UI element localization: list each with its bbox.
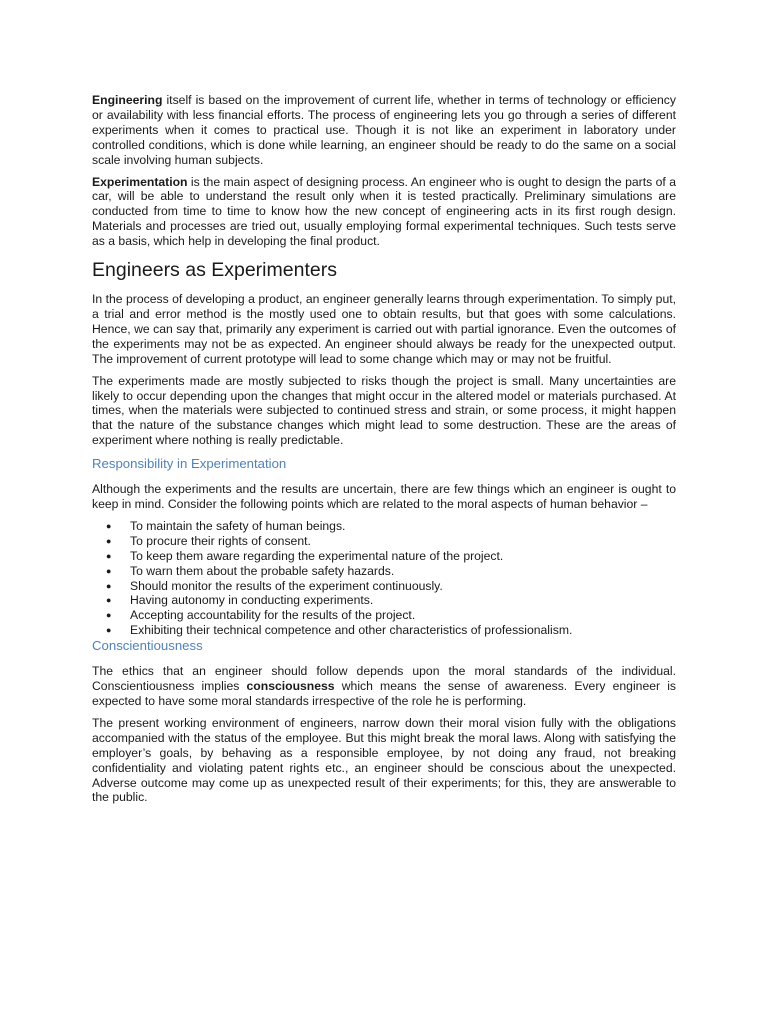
section3-paragraph-1-lead: The ethics that an engineer should follow depends upon the moral standards of the individual. Conscientiousness implies xyxy=(92,664,676,694)
responsibility-list xyxy=(92,519,676,638)
list-item-text: To maintain the safety of human beings. xyxy=(130,518,346,533)
section3-paragraph-1-tail: which means the sense of awareness. Every engineer is expected to have some moral standards irrespective of the role he is performing. xyxy=(92,679,677,708)
list-item-text: To keep them aware regarding the experimental nature of the project. xyxy=(130,548,504,563)
section-heading-engineers-as-experimenters: Engineers as Experimenters xyxy=(92,259,337,282)
term-consciousness: consciousness xyxy=(246,679,335,694)
section2-paragraph-1: Although the experiments and the results are uncertain, there are few things which an engineer is ought to keep in mind. Consider the following points which are related to the moral aspects of human behavior – xyxy=(92,482,676,512)
list-item-text: Exhibiting their technical competence and other characteristics of professionalism. xyxy=(130,623,573,638)
bullet-icon: ● xyxy=(106,610,112,621)
bullet-icon: ● xyxy=(106,535,112,546)
list-item xyxy=(106,533,676,549)
list-item-text: To warn them about the probable safety hazards. xyxy=(130,563,395,578)
subheading-responsibility: Responsibility in Experimentation xyxy=(92,456,287,472)
list-item xyxy=(106,578,676,594)
list-item xyxy=(106,623,676,638)
list-item-text: Having autonomy in conducting experiments. xyxy=(130,593,374,608)
section1-paragraph-2: The experiments made are mostly subjected to risks though the project is small. Many uncertainties are likely to occur depending upon the changes that might occur in the altered model or materials purchased. At times, when the materials were subjected to continued stress and strain, or some process, it might happen that the nature of the substance changes which might lead to some destruction. These are the areas of experiment where nothing is really predictable. xyxy=(92,373,676,448)
section3-paragraph-1 xyxy=(92,664,676,709)
intro-paragraph-experimentation xyxy=(92,175,676,250)
bullet-icon: ● xyxy=(106,565,112,576)
intro-paragraph-experimentation-text: is the main aspect of designing process. An engineer who is ought to design the parts of a car, will be able to understand the result only when it is tested practically. Preliminary simulations are conducted from time to time to know how the new concept of engineering acts in its first rough design. Materials and processes are tried out, usually employing formal experimental techniques. Such tests serve as a basis, which help in developing the final product. xyxy=(92,174,676,249)
bullet-icon: ● xyxy=(106,625,112,636)
intro-paragraph-engineering-text: itself is based on the improvement of current life, whether in terms of technology or efficiency or availability with less financial efforts. The process of engineering lets you go through a series of different experiments when it comes to practical use. Though it is not like an experiment in laboratory under controlled conditions, which is done while learning, an engineer should be ready to do the same on a social scale involving human subjects. xyxy=(92,93,676,167)
list-item-text: Should monitor the results of the experiment continuously. xyxy=(130,578,443,593)
list-item-text: Accepting accountability for the results of the project. xyxy=(130,608,416,623)
term-experimentation: Experimentation xyxy=(92,174,188,189)
intro-paragraph-engineering xyxy=(92,93,676,168)
bullet-icon: ● xyxy=(106,580,112,591)
list-item xyxy=(106,563,676,579)
bullet-icon: ● xyxy=(106,520,112,531)
list-item-text: To procure their rights of consent. xyxy=(130,533,311,548)
term-engineering: Engineering xyxy=(92,93,163,107)
list-item xyxy=(106,608,676,623)
subheading-conscientiousness: Conscientiousness xyxy=(92,638,203,654)
list-item xyxy=(106,548,676,564)
bullet-icon: ● xyxy=(106,595,112,606)
bullet-icon: ● xyxy=(106,550,112,561)
list-item xyxy=(106,593,676,608)
list-item xyxy=(106,518,676,534)
section1-paragraph-1: In the process of developing a product, an engineer generally learns through experimentation. To simply put, a trial and error method is the mostly used one to obtain results, but that goes with some calculations. Hence, we can say that, primarily any experiment is carried out with partial ignorance. Even the outcomes of the experiments may not be as expected. An engineer should always be ready for the unexpected output. The improvement of current prototype will lead to some change which may or may not be fruitful. xyxy=(92,292,676,366)
section3-paragraph-2: The present working environment of engineers, narrow down their moral vision fully with the obligations accompanied with the status of the employee. But this might break the moral laws. Along with satisfying the employer’s goals, by behaving as a responsible employee, by not doing any fraud, not breaking confidentiality and violating patent rights etc., an engineer should be conscious about the unexpected. Adverse outcome may come up as unexpected result of their experiments; for this, they are answerable to the public. xyxy=(92,715,676,805)
